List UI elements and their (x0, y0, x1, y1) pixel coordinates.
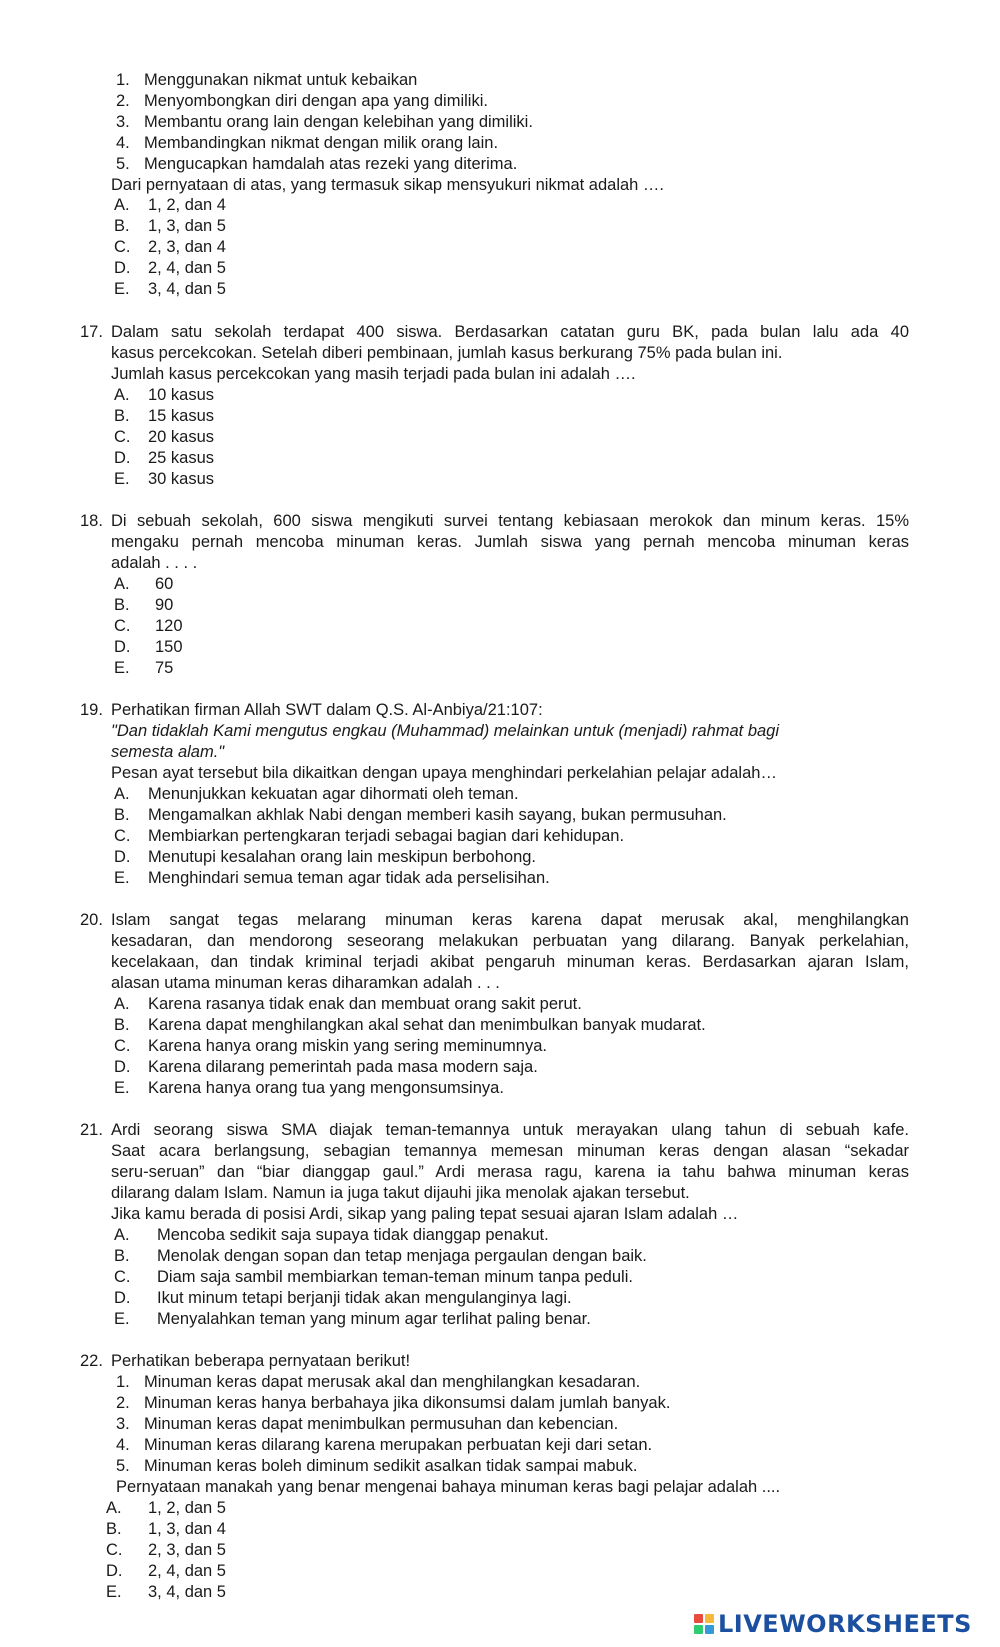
answer-option-e[interactable]: E. 3, 4, dan 5 (106, 1583, 226, 1601)
answer-option-d[interactable]: D. Menutupi kesalahan orang lain meskipun berbohong. (114, 848, 537, 866)
question-text-line: Perhatikan beberapa pernyataan berikut! (111, 1352, 411, 1370)
answer-option-e[interactable]: E. Menyalahkan teman yang minum agar terlihat paling benar. (114, 1310, 591, 1328)
question-text-line: kecelakaan, dan tindak kriminal terjadi akibat pengaruh minuman keras. Berdasarkan ajaran Islam, (111, 953, 909, 971)
answer-option-c[interactable]: C. 2, 3, dan 4 (114, 238, 226, 256)
statement-item: 4. Membandingkan nikmat dengan milik orang lain. (116, 134, 499, 152)
quran-verse-quote: "Dan tidaklah Kami mengutus engkau (Muhammad) melainkan untuk (menjadi) rahmat bagi (111, 722, 780, 740)
statement-item: 3. Minuman keras dapat menimbulkan permusuhan dan kebencian. (116, 1415, 619, 1433)
question-text-line: kesadaran, dan mendorong seseorang melakukan perbuatan yang dilarang. Banyak perkelahian, (111, 932, 909, 950)
quran-verse-quote: semesta alam." (111, 743, 225, 761)
question-number: 18. (80, 512, 103, 530)
answer-option-e[interactable]: E. Menghindari semua teman agar tidak ada perselisihan. (114, 869, 550, 887)
question-text-line: dilarang dalam Islam. Namun ia juga takut dijauhi jika menolak ajakan tersebut. (111, 1184, 690, 1202)
logo-wordmark: LIVEWORKSHEETS (718, 1610, 972, 1638)
answer-option-a[interactable]: A. 10 kasus (114, 386, 215, 404)
answer-option-c[interactable]: C. Membiarkan pertengkaran terjadi sebagai bagian dari kehidupan. (114, 827, 625, 845)
statement-item: 3. Membantu orang lain dengan kelebihan yang dimiliki. (116, 113, 533, 131)
statement-item: 2. Menyombongkan diri dengan apa yang dimiliki. (116, 92, 488, 110)
answer-option-e[interactable]: E. 30 kasus (114, 470, 215, 488)
answer-option-d[interactable]: D. 25 kasus (114, 449, 215, 467)
statement-item: 5. Mengucapkan hamdalah atas rezeki yang diterima. (116, 155, 518, 173)
question-text-line: Di sebuah sekolah, 600 siswa mengikuti survei tentang kebiasaan merokok dan minum keras. 15% (111, 512, 909, 530)
answer-option-b[interactable]: B. 90 (114, 596, 174, 614)
statement-item: 5. Minuman keras boleh diminum sedikit asalkan tidak sampai mabuk. (116, 1457, 638, 1475)
statement-item: 4. Minuman keras dilarang karena merupakan perbuatan keji dari setan. (116, 1436, 653, 1454)
answer-option-a[interactable]: A. 1, 2, dan 5 (106, 1499, 226, 1517)
logo-blocks-icon (694, 1614, 714, 1634)
answer-option-a[interactable]: A. 60 (114, 575, 174, 593)
question-text-line: alasan utama minuman keras diharamkan adalah . . . (111, 974, 500, 992)
question-text-line: Saat acara berlangsung, sebagian temannya memesan minuman keras dengan alasan “sekadar (111, 1142, 909, 1160)
question-text-line: Ardi seorang siswa SMA diajak teman-temannya untuk merayakan ulang tahun di sebuah kafe. (111, 1121, 909, 1139)
answer-option-a[interactable]: A. 1, 2, dan 4 (114, 196, 226, 214)
answer-option-e[interactable]: E. 75 (114, 659, 174, 677)
statement-item: 1. Menggunakan nikmat untuk kebaikan (116, 71, 418, 89)
answer-option-a[interactable]: A. Mencoba sedikit saja supaya tidak dianggap penakut. (114, 1226, 549, 1244)
answer-option-c[interactable]: C. Diam saja sambil membiarkan teman-teman minum tanpa peduli. (114, 1268, 633, 1286)
answer-option-d[interactable]: D. 150 (114, 638, 183, 656)
answer-option-e[interactable]: E. Karena hanya orang tua yang mengonsumsinya. (114, 1079, 504, 1097)
answer-option-b[interactable]: B. Mengamalkan akhlak Nabi dengan memberi kasih sayang, bukan permusuhan. (114, 806, 727, 824)
answer-option-b[interactable]: B. Karena dapat menghilangkan akal sehat dan menimbulkan banyak mudarat. (114, 1016, 706, 1034)
logo-block (705, 1614, 714, 1623)
answer-option-b[interactable]: B. 1, 3, dan 4 (106, 1520, 226, 1538)
answer-option-c[interactable]: C. Karena hanya orang miskin yang sering meminumnya. (114, 1037, 547, 1055)
question-number: 20. (80, 911, 103, 929)
answer-option-d[interactable]: D. 2, 4, dan 5 (114, 259, 226, 277)
question-number: 21. (80, 1121, 103, 1139)
answer-option-a[interactable]: A. Menunjukkan kekuatan agar dihormati oleh teman. (114, 785, 519, 803)
question-text-line: Dalam satu sekolah terdapat 400 siswa. Berdasarkan catatan guru BK, pada bulan lalu ada 40 (111, 323, 909, 341)
answer-option-d[interactable]: D. 2, 4, dan 5 (106, 1562, 226, 1580)
logo-block (705, 1625, 714, 1634)
question-text-line: adalah . . . . (111, 554, 198, 572)
question-text-line: Islam sangat tegas melarang minuman keras karena dapat merusak akal, menghilangkan (111, 911, 909, 929)
answer-option-b[interactable]: B. 15 kasus (114, 407, 215, 425)
answer-option-c[interactable]: C. 2, 3, dan 5 (106, 1541, 226, 1559)
question-text-line: mengaku pernah mencoba minuman keras. Jumlah siswa yang pernah mencoba minuman keras (111, 533, 909, 551)
logo-block (694, 1625, 703, 1634)
question-text-line: Pesan ayat tersebut bila dikaitkan dengan upaya menghindari perkelahian pelajar adalah… (111, 764, 777, 782)
answer-option-c[interactable]: C. 120 (114, 617, 183, 635)
logo-block (694, 1614, 703, 1623)
answer-option-b[interactable]: B. 1, 3, dan 5 (114, 217, 226, 235)
question-text-line: Perhatikan firman Allah SWT dalam Q.S. Al-Anbiya/21:107: (111, 701, 543, 719)
question-prompt: Pernyataan manakah yang benar mengenai bahaya minuman keras bagi pelajar adalah .... (116, 1478, 781, 1496)
statement-item: 1. Minuman keras dapat merusak akal dan menghilangkan kesadaran. (116, 1373, 641, 1391)
question-prompt: Dari pernyataan di atas, yang termasuk sikap mensyukuri nikmat adalah …. (111, 176, 665, 194)
liveworksheets-logo[interactable] (694, 1610, 972, 1638)
question-number: 22. (80, 1352, 103, 1370)
answer-option-a[interactable]: A. Karena rasanya tidak enak dan membuat orang sakit perut. (114, 995, 582, 1013)
answer-option-b[interactable]: B. Menolak dengan sopan dan tetap menjaga pergaulan dengan baik. (114, 1247, 647, 1265)
answer-option-d[interactable]: D. Ikut minum tetapi berjanji tidak akan mengulanginya lagi. (114, 1289, 572, 1307)
question-text-line: kasus percekcokan. Setelah diberi pembinaan, jumlah kasus berkurang 75% pada bulan ini. (111, 344, 783, 362)
question-text-line: Jika kamu berada di posisi Ardi, sikap yang paling tepat sesuai ajaran Islam adalah … (111, 1205, 739, 1223)
answer-option-e[interactable]: E. 3, 4, dan 5 (114, 280, 226, 298)
answer-option-d[interactable]: D. Karena dilarang pemerintah pada masa modern saja. (114, 1058, 538, 1076)
answer-option-c[interactable]: C. 20 kasus (114, 428, 215, 446)
question-text-line: seru-seruan” dan “biar dianggap gaul.” Ardi merasa ragu, karena ia tahu bahwa minuman keras (111, 1163, 909, 1181)
question-text-line: Jumlah kasus percekcokan yang masih terjadi pada bulan ini adalah …. (111, 365, 636, 383)
statement-item: 2. Minuman keras hanya berbahaya jika dikonsumsi dalam jumlah banyak. (116, 1394, 671, 1412)
question-number: 17. (80, 323, 103, 341)
question-number: 19. (80, 701, 103, 719)
